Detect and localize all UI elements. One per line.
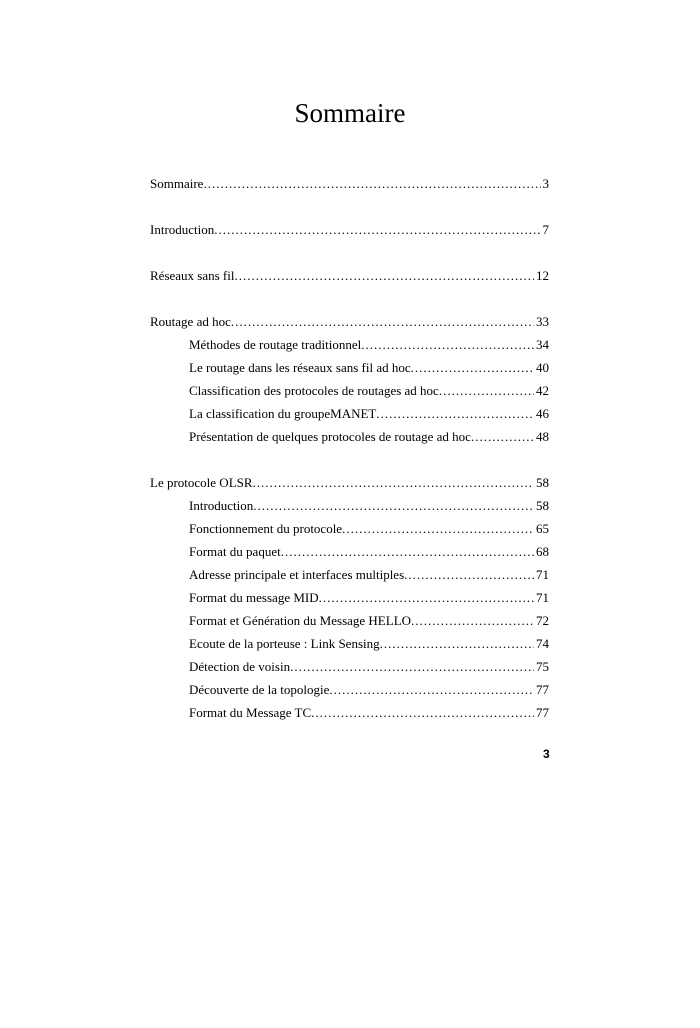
table-of-contents bbox=[150, 172, 549, 747]
dot-leader bbox=[253, 494, 534, 517]
toc-entry-label: Réseaux sans fil bbox=[150, 268, 235, 283]
toc-entry-label: Classification des protocoles de routages ad hoc bbox=[189, 383, 439, 398]
toc-entry-page: 72 bbox=[536, 613, 549, 628]
toc-entry-label: Détection de voisin bbox=[189, 659, 291, 674]
toc-entry-label: La classification du groupeMANET bbox=[189, 406, 377, 421]
toc-subentry[interactable] bbox=[150, 609, 549, 632]
dot-leader bbox=[203, 172, 540, 195]
dot-leader bbox=[380, 632, 534, 655]
toc-entry-page: 48 bbox=[536, 429, 549, 444]
toc-subentry[interactable] bbox=[150, 540, 549, 563]
toc-section bbox=[150, 471, 549, 724]
toc-entry-page: 71 bbox=[536, 590, 549, 605]
toc-section bbox=[150, 310, 549, 448]
toc-entry[interactable] bbox=[150, 218, 549, 241]
toc-entry-page: 46 bbox=[536, 406, 549, 421]
toc-subentry[interactable] bbox=[150, 333, 549, 356]
toc-entry-label: Fonctionnement du protocole bbox=[189, 521, 343, 536]
toc-entry-page: 33 bbox=[536, 314, 549, 329]
toc-section bbox=[150, 172, 549, 195]
toc-entry-page: 7 bbox=[542, 222, 549, 237]
toc-section bbox=[150, 264, 549, 287]
toc-subentry[interactable] bbox=[150, 402, 549, 425]
toc-subentry[interactable] bbox=[150, 655, 549, 678]
toc-entry-page: 58 bbox=[536, 498, 549, 513]
dot-leader bbox=[376, 402, 534, 425]
dot-leader bbox=[411, 609, 534, 632]
toc-entry-page: 42 bbox=[536, 383, 549, 398]
dot-leader bbox=[404, 563, 534, 586]
toc-subentry[interactable] bbox=[150, 425, 549, 448]
toc-subentry[interactable] bbox=[150, 586, 549, 609]
toc-entry[interactable] bbox=[150, 471, 549, 494]
toc-entry-label: Introduction bbox=[150, 222, 215, 237]
toc-entry-label: Le protocole OLSR bbox=[150, 475, 253, 490]
dot-leader bbox=[253, 471, 534, 494]
toc-entry-page: 34 bbox=[536, 337, 549, 352]
toc-entry-label: Ecoute de la porteuse : Link Sensing bbox=[189, 636, 380, 651]
toc-entry-label: Routage ad hoc bbox=[150, 314, 231, 329]
toc-entry-page: 75 bbox=[536, 659, 549, 674]
toc-entry-label: Format et Génération du Message HELLO bbox=[189, 613, 412, 628]
dot-leader bbox=[231, 310, 534, 333]
dot-leader bbox=[311, 701, 534, 724]
toc-entry-page: 58 bbox=[536, 475, 549, 490]
toc-entry-page: 77 bbox=[536, 682, 549, 697]
toc-section bbox=[150, 218, 549, 241]
toc-subentry[interactable] bbox=[150, 632, 549, 655]
toc-entry[interactable] bbox=[150, 264, 549, 287]
toc-subentry[interactable] bbox=[150, 494, 549, 517]
dot-leader bbox=[281, 540, 534, 563]
toc-subentry[interactable] bbox=[150, 379, 549, 402]
toc-entry-label: Format du message MID bbox=[189, 590, 319, 605]
dot-leader bbox=[234, 264, 534, 287]
toc-entry-label: Sommaire bbox=[150, 176, 204, 191]
page-title: Sommaire bbox=[294, 98, 406, 128]
toc-entry[interactable] bbox=[150, 172, 549, 195]
dot-leader bbox=[329, 678, 534, 701]
dot-leader bbox=[439, 379, 534, 402]
dot-leader bbox=[361, 333, 534, 356]
toc-entry-page: 68 bbox=[536, 544, 549, 559]
toc-entry-page: 12 bbox=[536, 268, 549, 283]
toc-entry-page: 74 bbox=[536, 636, 549, 651]
toc-entry[interactable] bbox=[150, 310, 549, 333]
dot-leader bbox=[214, 218, 540, 241]
toc-entry-label: Introduction bbox=[189, 498, 254, 513]
toc-entry-label: Format du paquet bbox=[189, 544, 281, 559]
toc-subentry[interactable] bbox=[150, 678, 549, 701]
dot-leader bbox=[411, 356, 534, 379]
toc-entry-page: 65 bbox=[536, 521, 549, 536]
dot-leader bbox=[342, 517, 534, 540]
page-number: 3 bbox=[543, 747, 550, 761]
toc-entry-label: Adresse principale et interfaces multiples bbox=[189, 567, 405, 582]
toc-entry-page: 77 bbox=[536, 705, 549, 720]
dot-leader bbox=[471, 425, 534, 448]
toc-subentry[interactable] bbox=[150, 701, 549, 724]
toc-subentry[interactable] bbox=[150, 563, 549, 586]
toc-entry-label: Découverte de la topologie bbox=[189, 682, 330, 697]
dot-leader bbox=[319, 586, 534, 609]
toc-subentry[interactable] bbox=[150, 356, 549, 379]
toc-entry-label: Le routage dans les réseaux sans fil ad hoc bbox=[189, 360, 411, 375]
toc-entry-label: Présentation de quelques protocoles de routage ad hoc bbox=[189, 429, 471, 444]
toc-subentry[interactable] bbox=[150, 517, 549, 540]
toc-entry-label: Format du Message TC bbox=[189, 705, 312, 720]
toc-entry-page: 71 bbox=[536, 567, 549, 582]
toc-entry-page: 40 bbox=[536, 360, 549, 375]
toc-entry-label: Méthodes de routage traditionnel bbox=[189, 337, 362, 352]
dot-leader bbox=[290, 655, 534, 678]
toc-entry-page: 3 bbox=[542, 176, 549, 191]
